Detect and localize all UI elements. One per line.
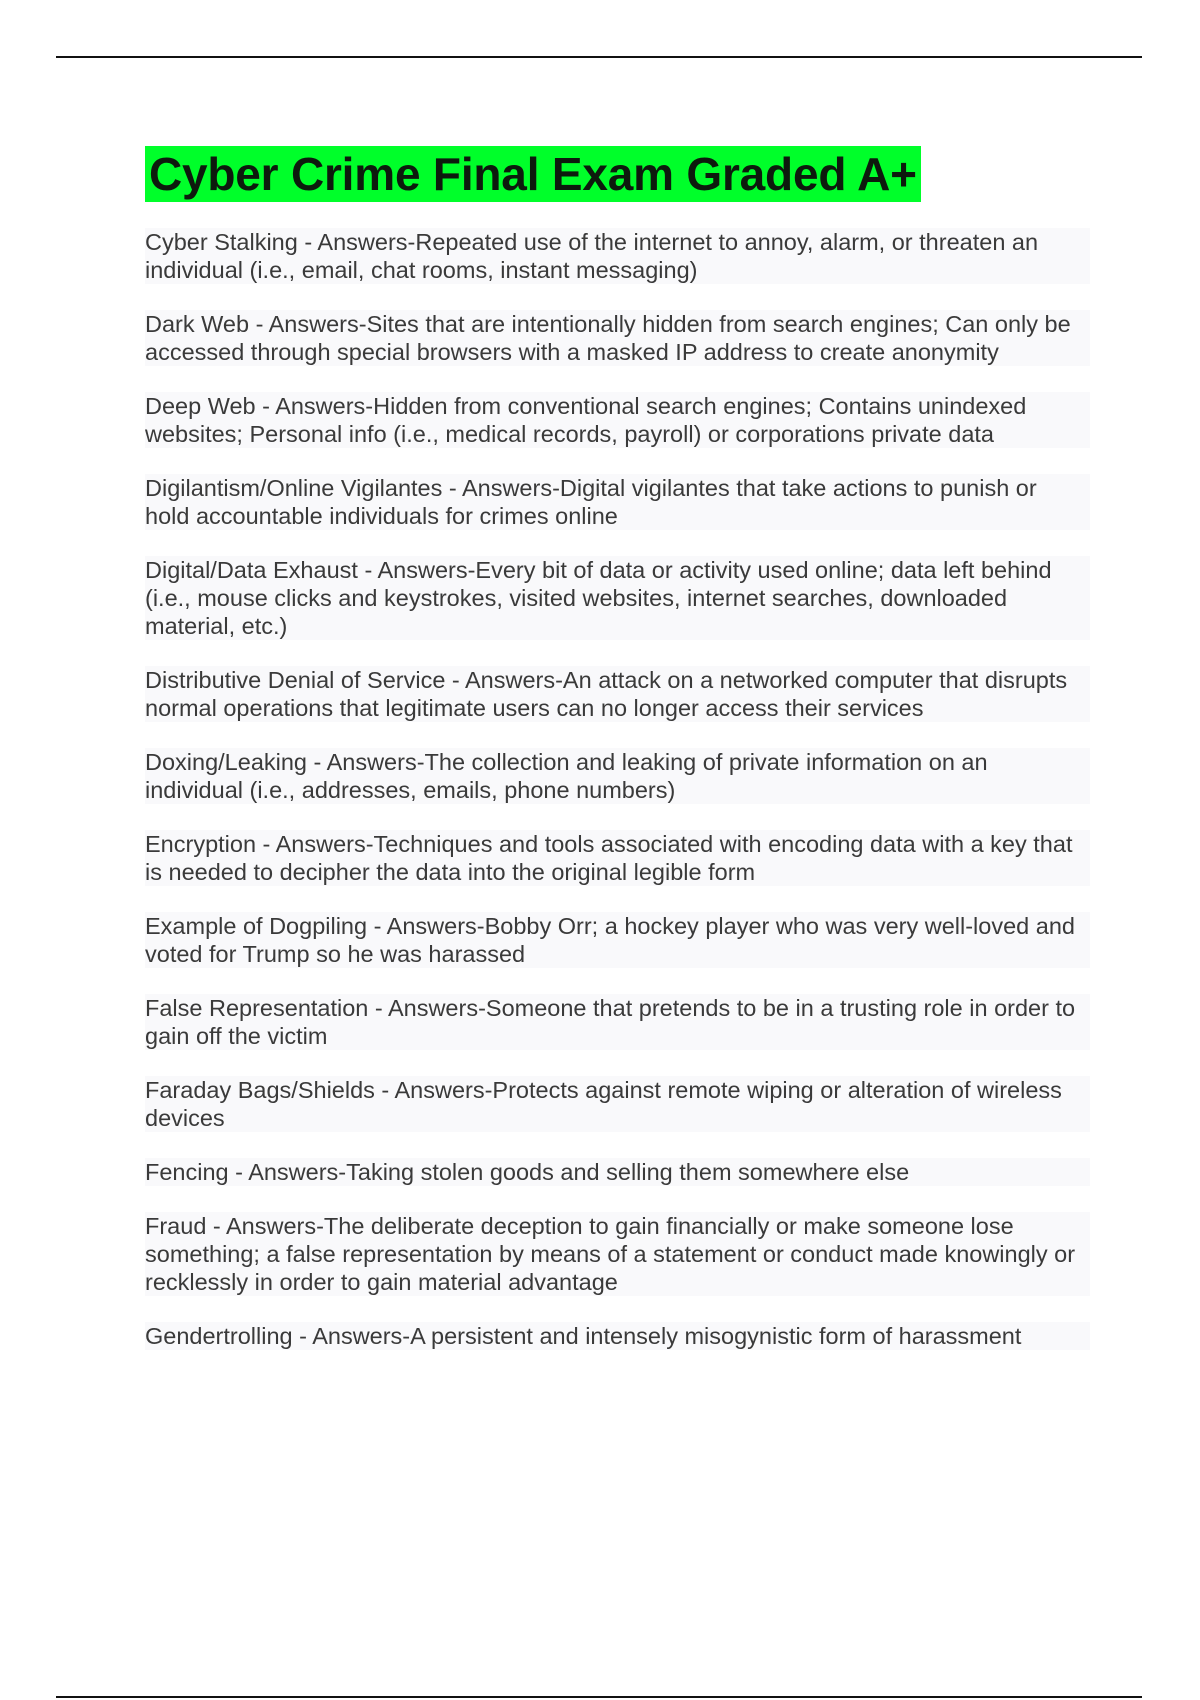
bottom-rule [56,1696,1142,1698]
glossary-entry: Fraud - Answers-The deliberate deception to gain financially or make someone lose something; a false representation by means of a statement or conduct made knowingly or recklessly in order to gain material advantage [145,1212,1090,1296]
glossary-entry: Fencing - Answers-Taking stolen goods and selling them somewhere else [145,1158,1090,1186]
glossary-entry: Deep Web - Answers-Hidden from conventional search engines; Contains unindexed websites; Personal info (i.e., medical records, payroll) or corporations private data [145,392,1090,448]
glossary-entry: False Representation - Answers-Someone that pretends to be in a trusting role in order to gain off the victim [145,994,1090,1050]
glossary-list [145,228,1090,1350]
glossary-entry: Faraday Bags/Shields - Answers-Protects against remote wiping or alteration of wireless devices [145,1076,1090,1132]
glossary-entry: Dark Web - Answers-Sites that are intentionally hidden from search engines; Can only be accessed through special browsers with a masked IP address to create anonymity [145,310,1090,366]
document-body [145,146,1090,1376]
glossary-entry: Example of Dogpiling - Answers-Bobby Orr; a hockey player who was very well-loved and voted for Trump so he was harassed [145,912,1090,968]
glossary-entry: Digilantism/Online Vigilantes - Answers-Digital vigilantes that take actions to punish or hold accountable individuals for crimes online [145,474,1090,530]
glossary-entry: Digital/Data Exhaust - Answers-Every bit of data or activity used online; data left behind (i.e., mouse clicks and keystrokes, visited websites, internet searches, downloaded material, etc.) [145,556,1090,640]
top-rule [56,56,1142,58]
document-title: Cyber Crime Final Exam Graded A+ [145,146,921,202]
glossary-entry: Gendertrolling - Answers-A persistent and intensely misogynistic form of harassment [145,1322,1090,1350]
glossary-entry: Encryption - Answers-Techniques and tools associated with encoding data with a key that is needed to decipher the data into the original legible form [145,830,1090,886]
glossary-entry: Distributive Denial of Service - Answers-An attack on a networked computer that disrupts normal operations that legitimate users can no longer access their services [145,666,1090,722]
glossary-entry: Cyber Stalking - Answers-Repeated use of the internet to annoy, alarm, or threaten an individual (i.e., email, chat rooms, instant messaging) [145,228,1090,284]
glossary-entry: Doxing/Leaking - Answers-The collection and leaking of private information on an individual (i.e., addresses, emails, phone numbers) [145,748,1090,804]
